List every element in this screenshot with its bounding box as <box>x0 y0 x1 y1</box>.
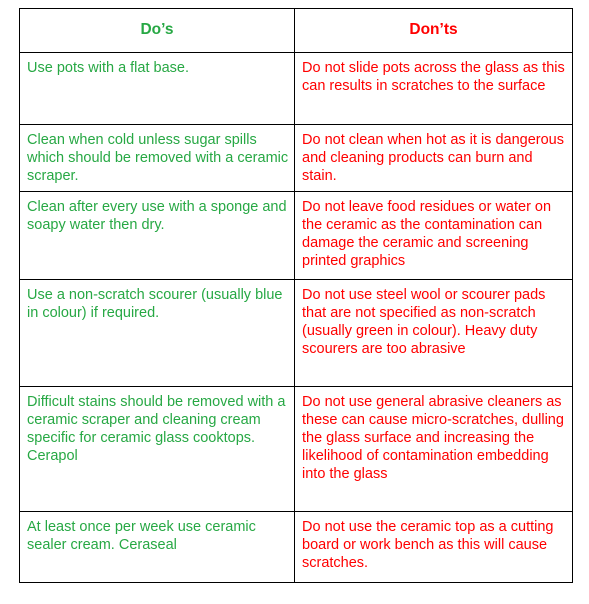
table-row <box>20 279 573 386</box>
table-row <box>20 53 573 125</box>
dont-cell: Do not use general abrasive cleaners as these can cause micro-scratches, dulling the glass surface and increasing the likelihood of contamination embedding into the glass <box>295 386 573 511</box>
dont-cell: Do not slide pots across the glass as this can results in scratches to the surface <box>295 53 573 125</box>
do-cell: At least once per week use ceramic sealer cream. Ceraseal <box>20 511 295 582</box>
dont-cell: Do not clean when hot as it is dangerous and cleaning products can burn and stain. <box>295 125 573 192</box>
do-cell: Difficult stains should be removed with a ceramic scraper and cleaning cream specific for ceramic glass cooktops. Cerapol <box>20 386 295 511</box>
do-cell: Use a non-scratch scourer (usually blue in colour) if required. <box>20 279 295 386</box>
dos-and-donts-table <box>19 8 573 583</box>
dont-cell: Do not leave food residues or water on the ceramic as the contamination can damage the ceramic and screening printed graphics <box>295 191 573 279</box>
table-row <box>20 386 573 511</box>
dos-header: Do’s <box>20 9 295 53</box>
table-row <box>20 125 573 192</box>
table-row <box>20 511 573 582</box>
do-cell: Clean when cold unless sugar spills which should be removed with a ceramic scraper. <box>20 125 295 192</box>
do-cell: Use pots with a flat base. <box>20 53 295 125</box>
dont-cell: Do not use the ceramic top as a cutting board or work bench as this will cause scratches. <box>295 511 573 582</box>
dont-cell: Do not use steel wool or scourer pads that are not specified as non-scratch (usually green in colour). Heavy duty scourers are too abrasive <box>295 279 573 386</box>
header-row <box>20 9 573 53</box>
table-row <box>20 191 573 279</box>
do-cell: Clean after every use with a sponge and soapy water then dry. <box>20 191 295 279</box>
donts-header: Don’ts <box>295 9 573 53</box>
